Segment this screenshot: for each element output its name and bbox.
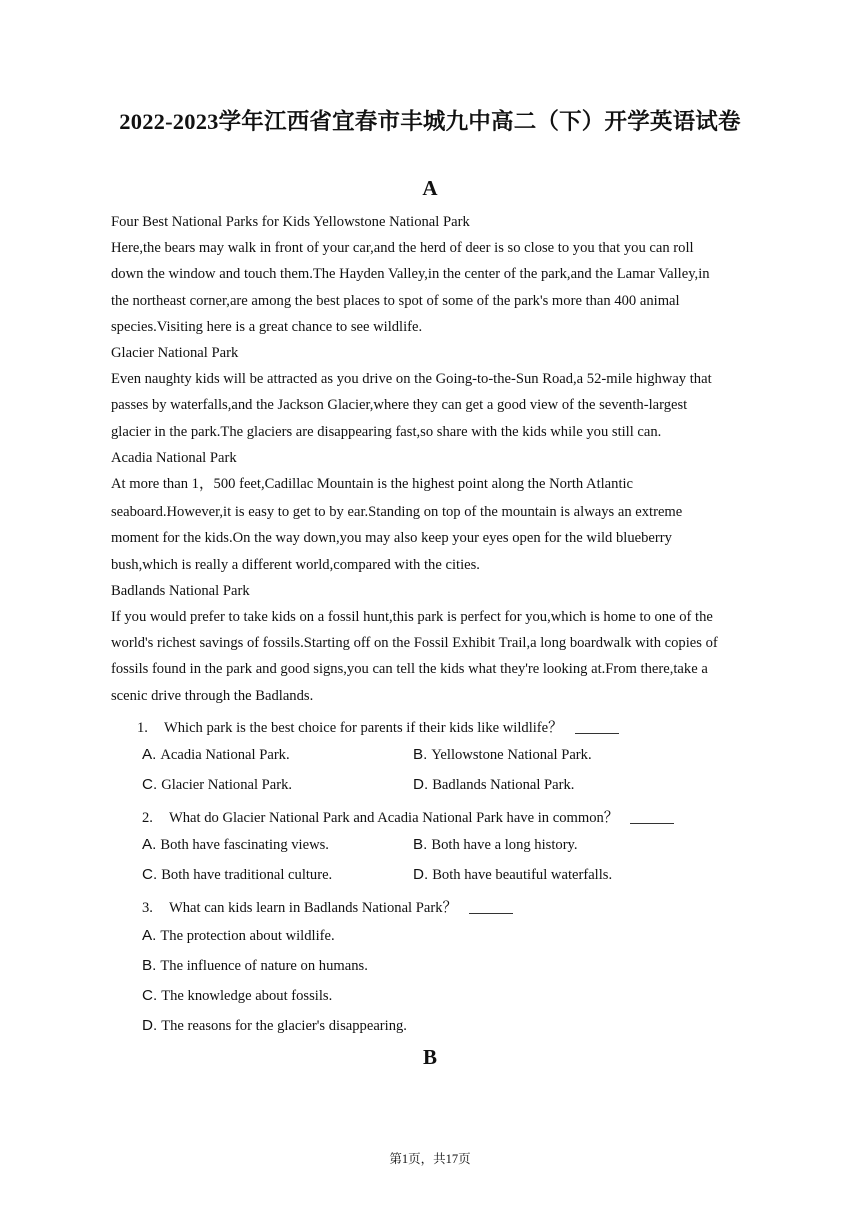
passage-line: Four Best National Parks for Kids Yellowstone National Park — [111, 214, 470, 230]
option-b[interactable] — [142, 957, 368, 975]
option-text: The protection about wildlife. — [160, 928, 335, 944]
passage-line: moment for the kids.On the way down,you may also keep your eyes open for the wild blueberry — [111, 530, 672, 547]
question-number: 2. — [142, 810, 153, 826]
passage-line: down the window and touch them.The Hayden Valley,in the center of the park,and the Lamar Valley,in — [111, 266, 710, 283]
option-key: B. — [413, 836, 428, 853]
question-text: Which park is the best choice for parents if their kids like wildlife？ — [163, 720, 563, 736]
passage-line: bush,which is really a different world,compared with the cities. — [111, 556, 480, 573]
passage-line: passes by waterfalls,and the Jackson Glacier,where they can get a good view of the seventh-largest — [111, 397, 688, 414]
question-1 — [137, 716, 619, 737]
passage-line: Even naughty kids will be attracted as you drive on the Going-to-the-Sun Road,a 52-mile highway that — [111, 371, 712, 388]
passage-line: At more than 1，500 feet,Cadillac Mountain is the highest point along the North Atlantic — [111, 476, 634, 493]
option-a[interactable] — [142, 927, 335, 945]
option-d[interactable] — [413, 866, 612, 884]
question-number: 1. — [137, 720, 148, 736]
passage-line: world's richest savings of fossils.Starting off on the Fossil Exhibit Trail,a long boardwalk with copies of — [111, 635, 718, 652]
option-text: Badlands National Park. — [432, 777, 575, 793]
section-a-heading: A — [422, 176, 438, 200]
option-key: D. — [413, 866, 429, 883]
option-d[interactable] — [413, 776, 574, 794]
question-number: 3. — [142, 900, 153, 916]
option-a[interactable] — [142, 746, 290, 764]
option-key: A. — [142, 836, 157, 853]
passage-line: fossils found in the park and good signs,you can tell the kids what they're looking at.From there,take a — [111, 661, 708, 678]
page-footer: 第1页，共17页 — [389, 1152, 471, 1166]
option-key: D. — [142, 1017, 158, 1034]
option-text: Both have beautiful waterfalls. — [432, 867, 613, 883]
option-text: Yellowstone National Park. — [431, 747, 592, 763]
option-text: Both have traditional culture. — [161, 867, 333, 883]
passage-line: the northeast corner,are among the best places to spot of some of the park's more than 400 animal — [111, 292, 680, 309]
option-c[interactable] — [142, 776, 292, 794]
option-key: C. — [142, 776, 158, 793]
option-text: The reasons for the glacier's disappearing. — [161, 1018, 407, 1034]
passage-line: Glacier National Park — [111, 345, 239, 362]
option-a[interactable] — [142, 836, 329, 854]
passage-line: Acadia National Park — [111, 449, 237, 466]
passage-line: scenic drive through the Badlands. — [111, 687, 314, 704]
passage-line: Badlands National Park — [111, 582, 250, 599]
reading-passage — [111, 209, 751, 709]
option-text: The knowledge about fossils. — [161, 988, 333, 1004]
answer-blank[interactable] — [630, 823, 674, 824]
passage-line: If you would prefer to take kids on a fossil hunt,this park is perfect for you,which is home to one of the — [111, 609, 713, 626]
exam-title: 2022-2023学年江西省宜春市丰城九中高二（下）开学英语试卷 — [119, 109, 741, 134]
option-key: C. — [142, 987, 158, 1004]
option-c[interactable] — [142, 987, 332, 1005]
option-key: B. — [413, 746, 428, 763]
option-key: C. — [142, 866, 158, 883]
passage-line: glacier in the park.The glaciers are disappearing fast,so share with the kids while you still can. — [111, 423, 662, 440]
passage-line: species.Visiting here is a great chance to see wildlife. — [111, 318, 423, 335]
option-key: D. — [413, 776, 429, 793]
option-text: Glacier National Park. — [161, 777, 293, 793]
question-2 — [142, 806, 674, 827]
answer-blank[interactable] — [469, 913, 513, 914]
question-text: What can kids learn in Badlands National Park？ — [168, 900, 458, 916]
option-text: Both have a long history. — [431, 837, 578, 853]
option-text: Acadia National Park. — [160, 747, 290, 763]
question-3 — [142, 896, 513, 917]
passage-line: seaboard.However,it is easy to get to by ear.Standing on top of the mountain is always an extreme — [111, 504, 683, 521]
answer-blank[interactable] — [575, 733, 619, 734]
option-d[interactable] — [142, 1017, 407, 1035]
section-b-heading: B — [422, 1045, 437, 1069]
option-key: B. — [142, 957, 157, 974]
option-text: Both have fascinating views. — [160, 837, 329, 853]
option-key: A. — [142, 746, 157, 763]
question-text: What do Glacier National Park and Acadia National Park have in common？ — [168, 810, 619, 826]
passage-line: Here,the bears may walk in front of your car,and the herd of deer is so close to you that you can roll — [111, 240, 694, 257]
option-b[interactable] — [413, 746, 592, 764]
option-key: A. — [142, 927, 157, 944]
option-text: The influence of nature on humans. — [160, 958, 368, 974]
option-b[interactable] — [413, 836, 578, 854]
option-c[interactable] — [142, 866, 332, 884]
